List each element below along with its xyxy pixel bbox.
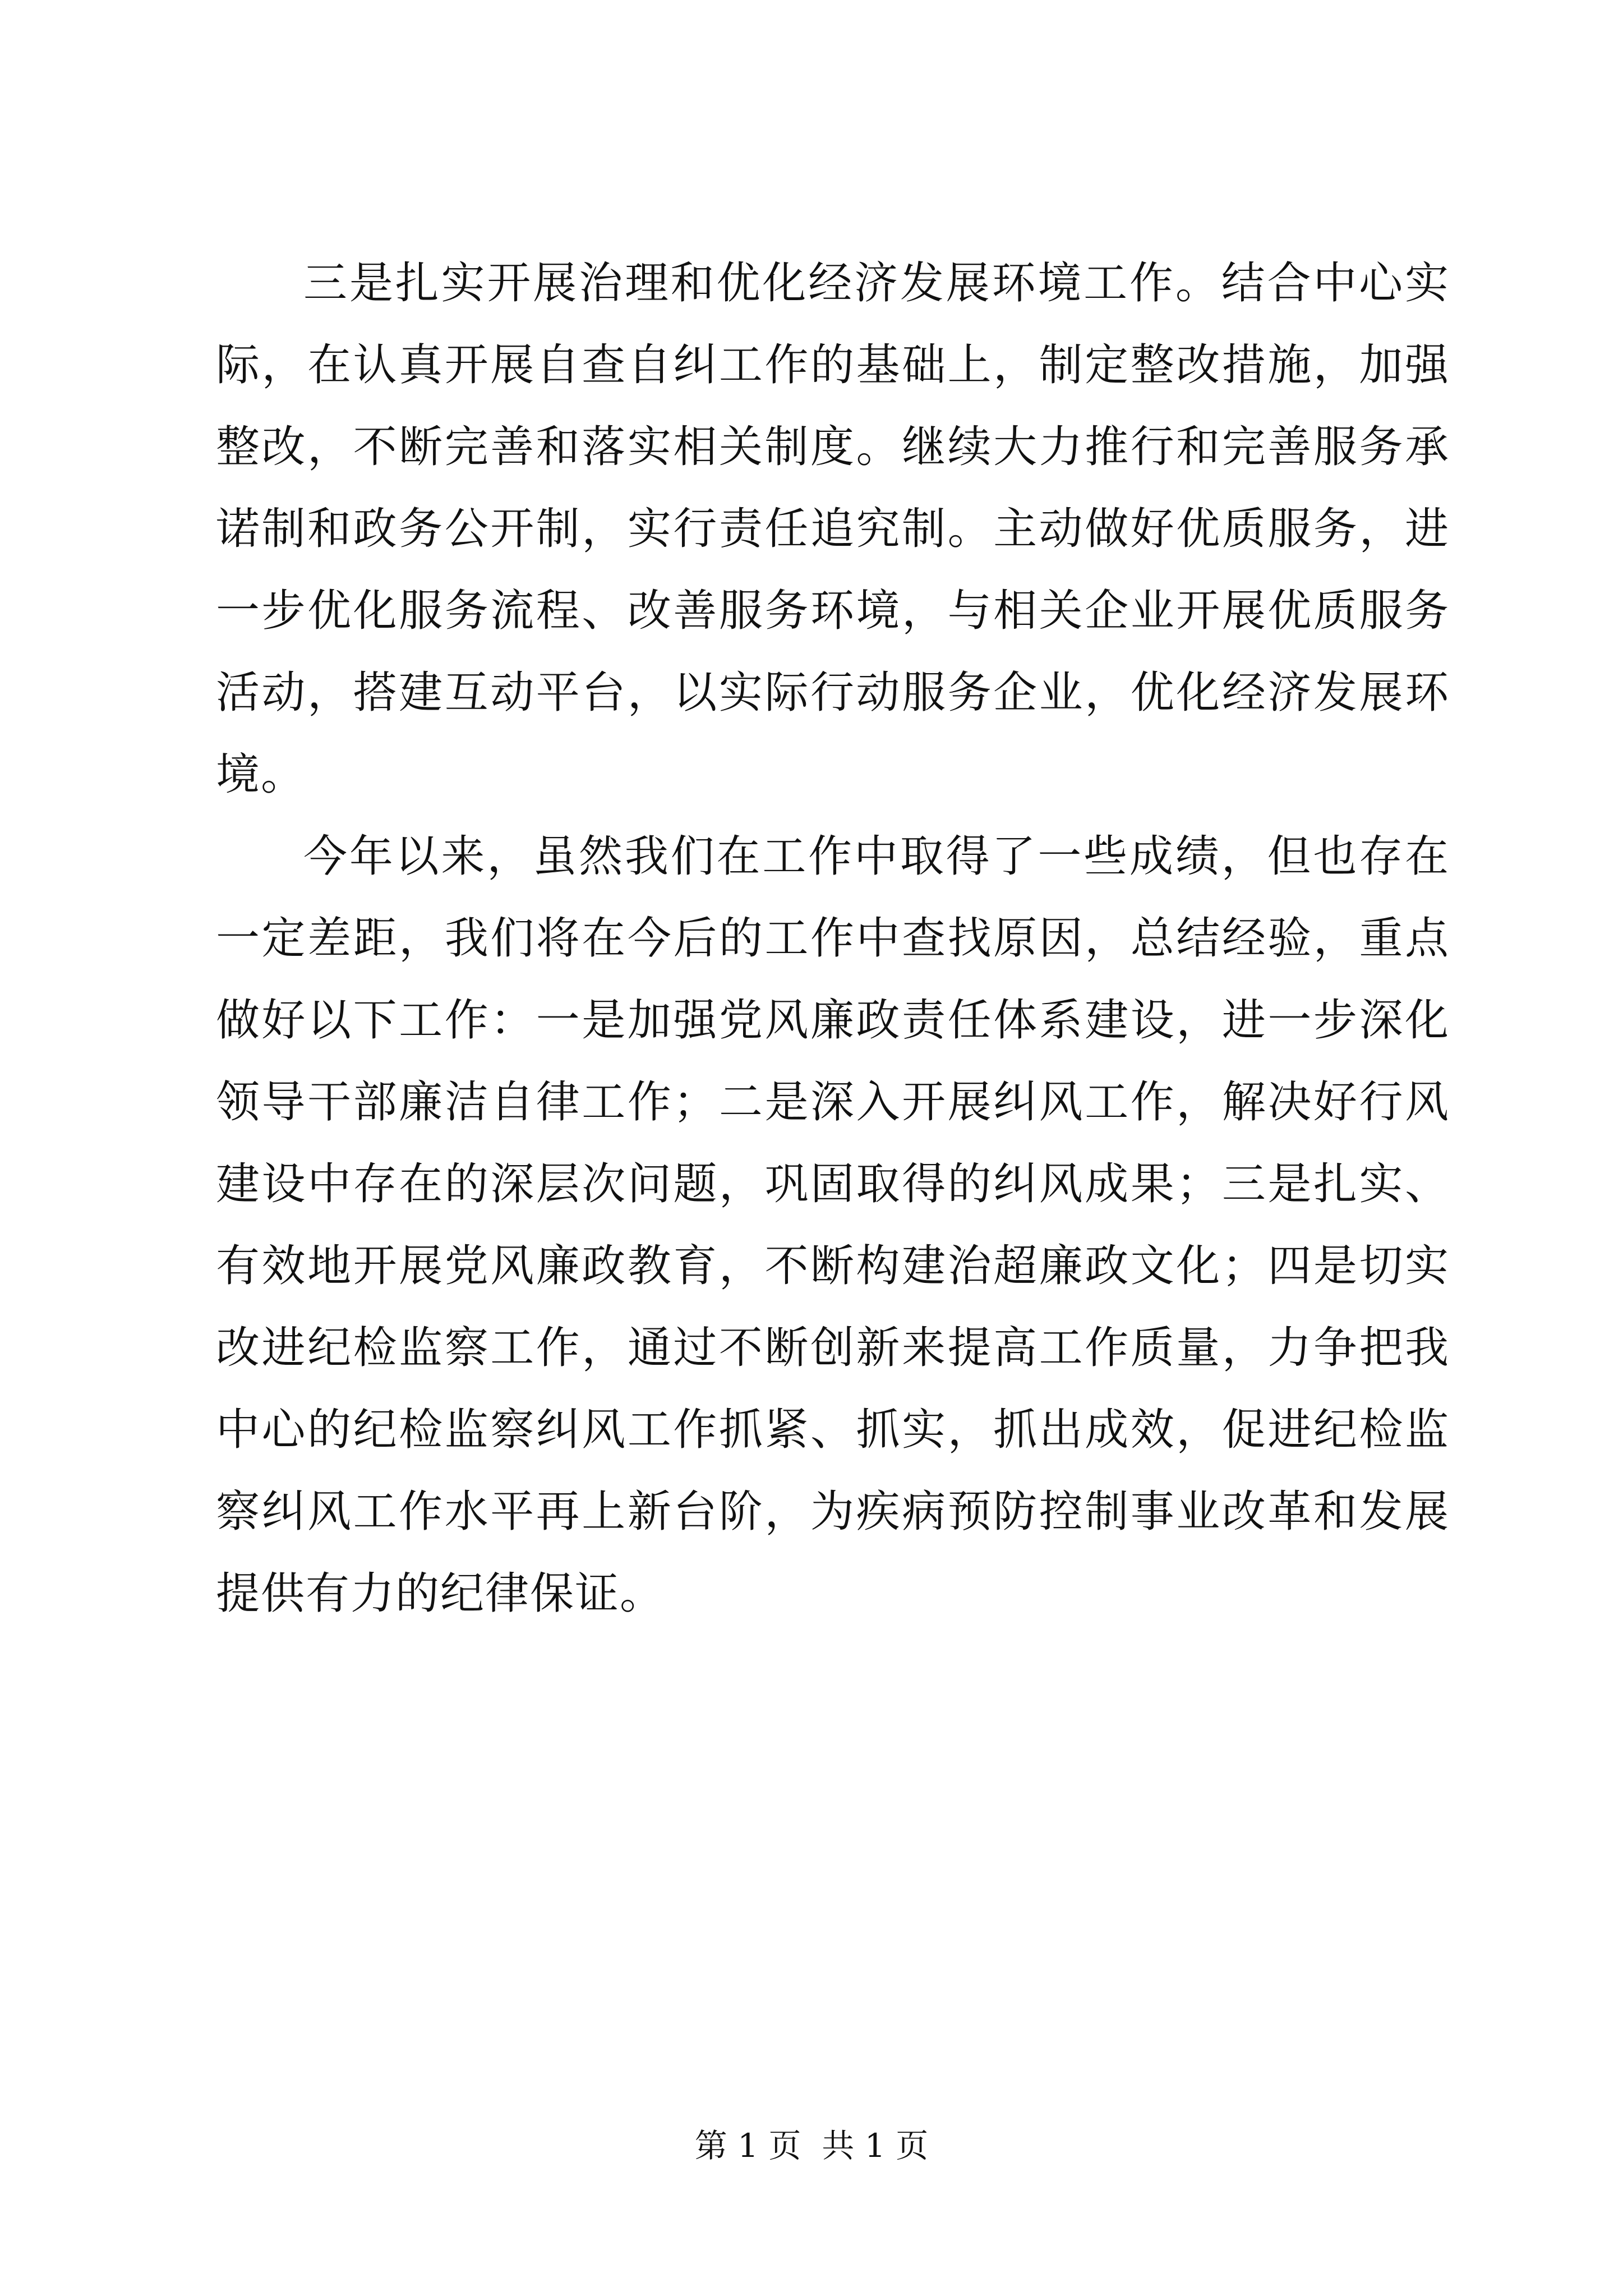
page-footer bbox=[0, 2126, 1623, 2165]
paragraph-1: 三是扎实开展治理和优化经济发展环境工作。结合中心实际，在认真开展自查自纠工作的基础上，制定整改措施，加强整改，不断完善和落实相关制度。继续大力推行和完善服务承诺制和政务公开制，实行责任追究制。主动做好优质服务，进一步优化服务流程、改善服务环境，与相关企业开展优质服务活动，搭建互动平台，以实际行动服务企业，优化经济发展环境。 bbox=[216, 258, 1450, 800]
page-number-label: 第 1 页 共 1 页 bbox=[694, 2127, 929, 2165]
document-body bbox=[216, 242, 1450, 1635]
paragraph-2: 今年以来，虽然我们在工作中取得了一些成绩，但也存在一定差距，我们将在今后的工作中查找原因，总结经验，重点做好以下工作：一是加强党风廉政责任体系建设，进一步深化领导干部廉洁自律工作；二是深入开展纠风工作，解决好行风建设中存在的深层次问题，巩固取得的纠风成果；三是扎实、有效地开展党风廉政教育，不断构建治超廉政文化；四是切实改进纪检监察工作，通过不断创新来提高工作质量，力争把我中心的纪检监察纠风工作抓紧、抓实，抓出成效，促进纪检监察纠风工作水平再上新台阶，为疾病预防控制事业改革和发展提供有力的纪律保证。 bbox=[216, 831, 1450, 1619]
